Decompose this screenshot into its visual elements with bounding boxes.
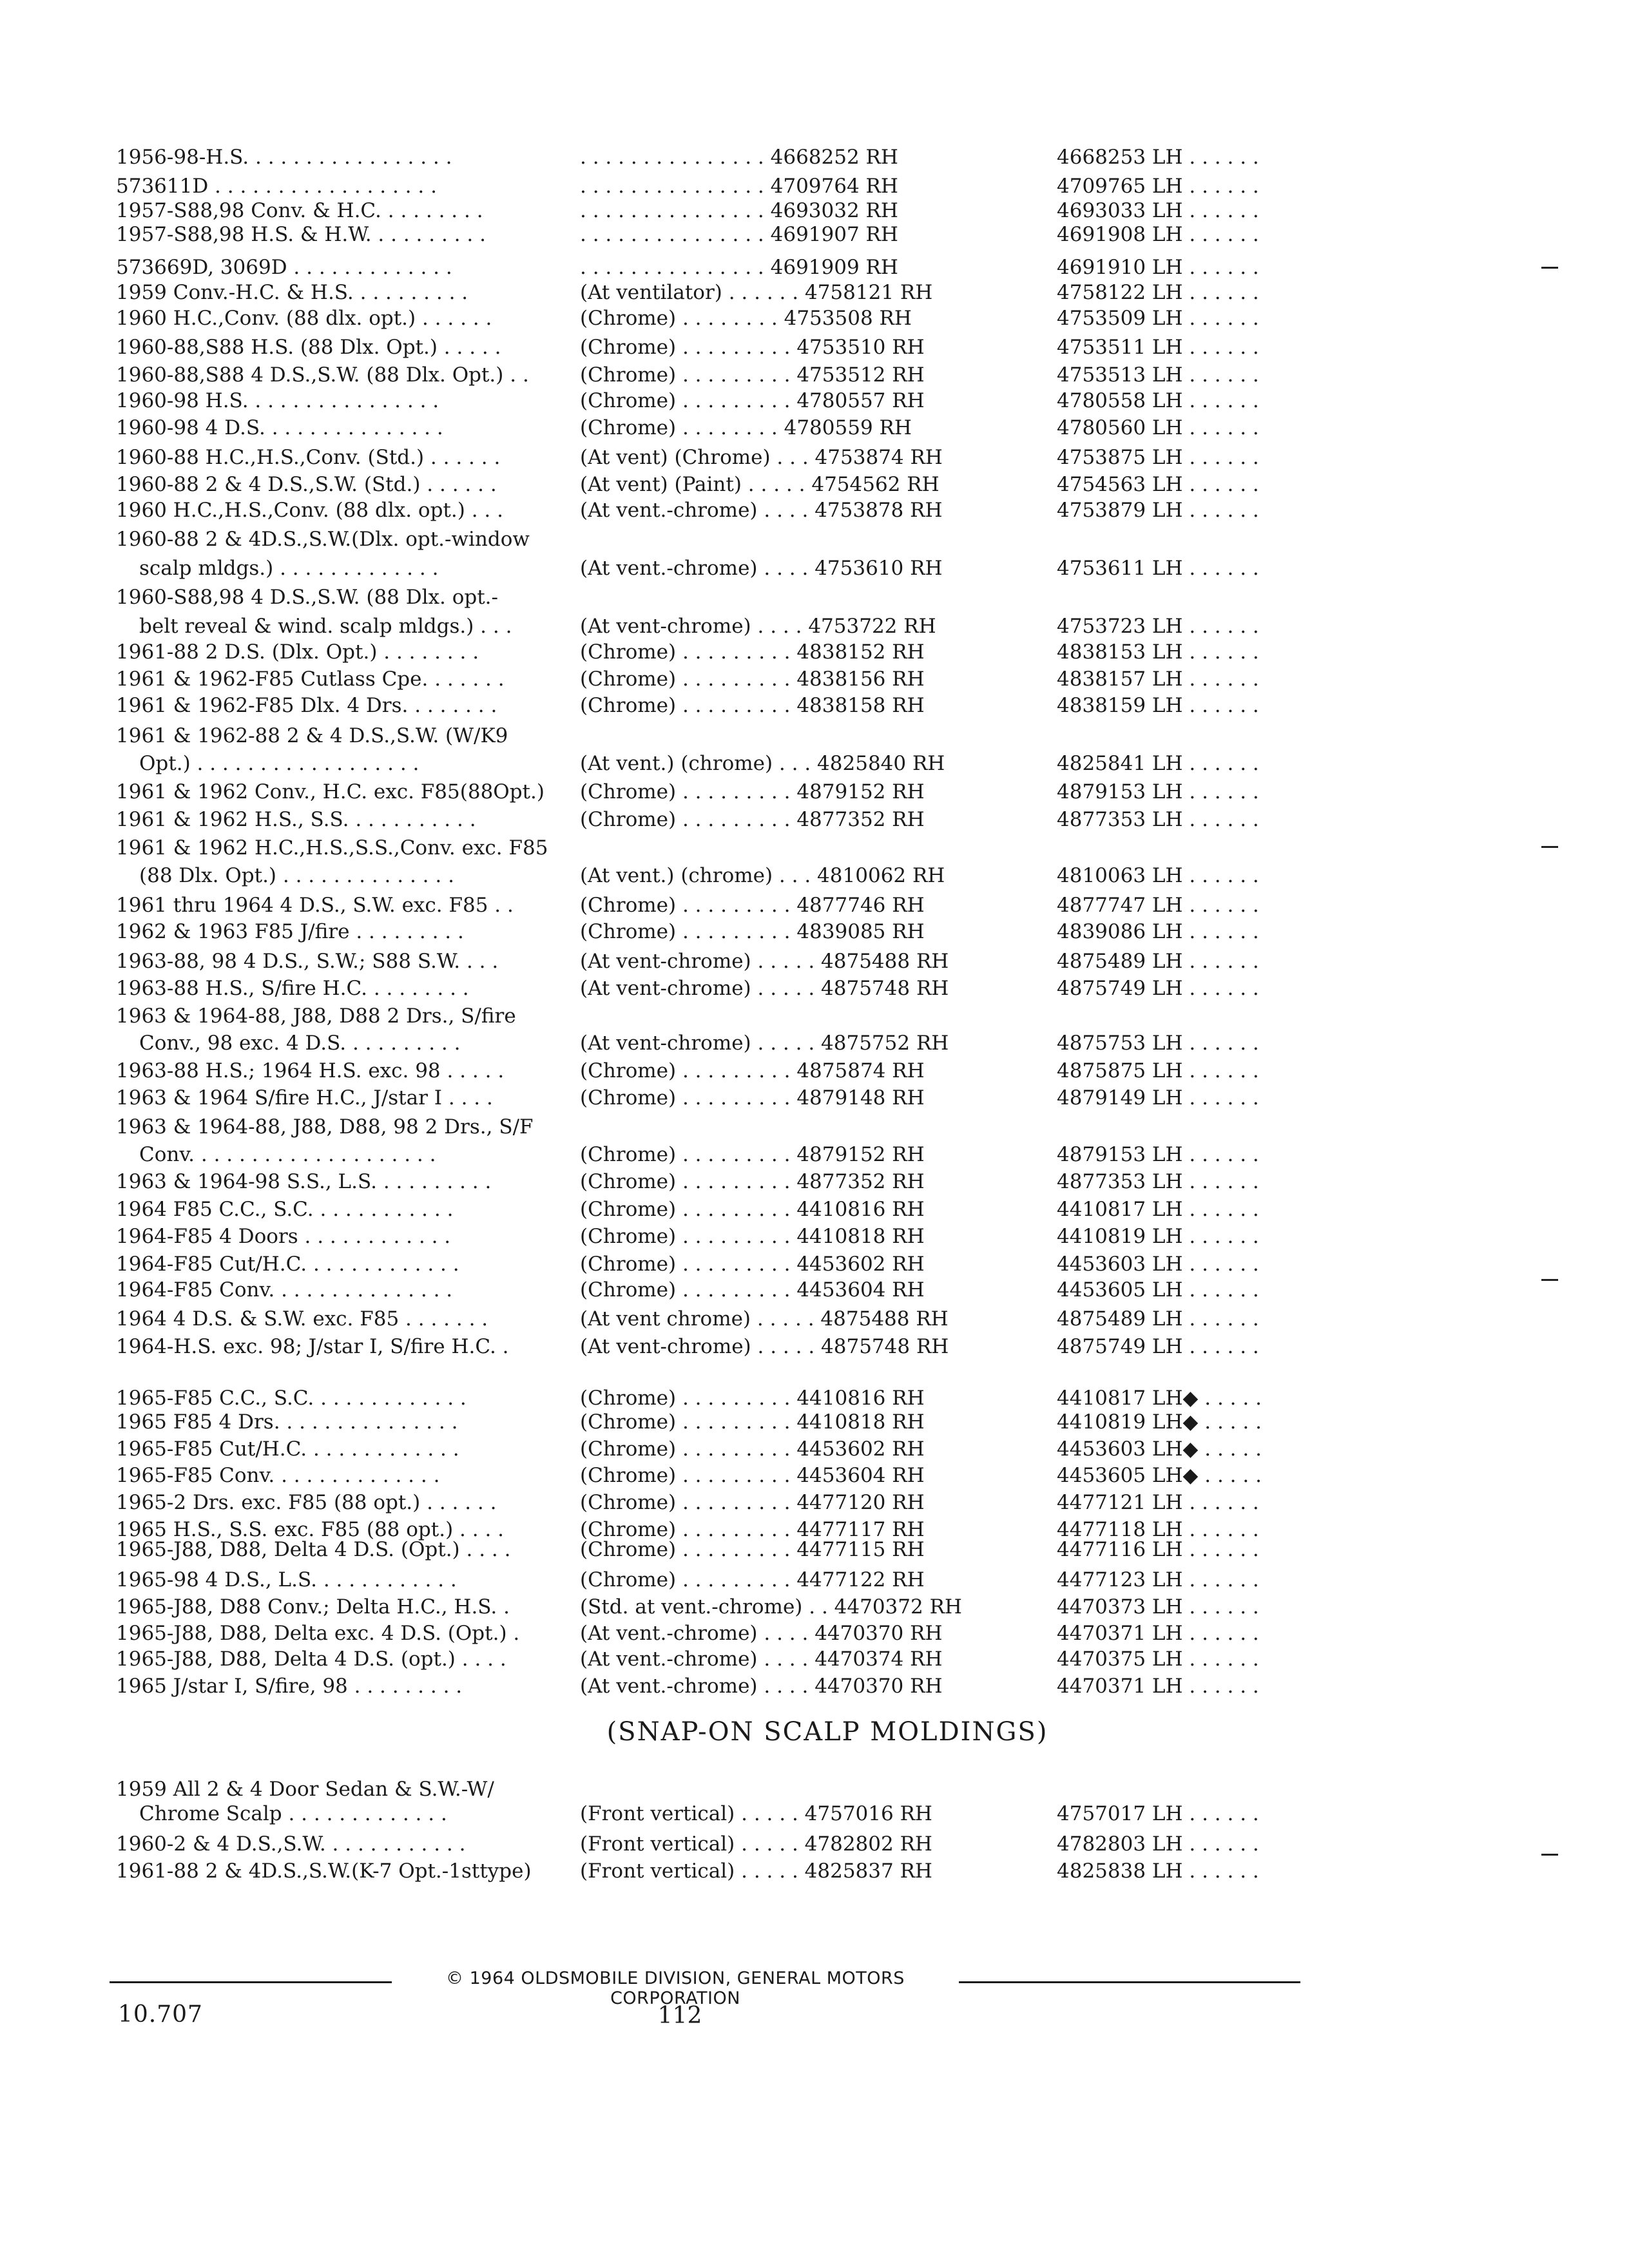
table-row: [0, 918, 1629, 946]
right-hand-part: (At vent.) (chrome) . . . 4810062 RH: [580, 864, 945, 887]
right-hand-part: (Chrome) . . . . . . . . . 4879152 RH: [580, 780, 925, 803]
right-hand-part: (At vent) (Paint) . . . . . 4754562 RH: [580, 473, 940, 496]
table-row: [0, 638, 1629, 666]
right-hand-part: . . . . . . . . . . . . . . . 4691909 RH: [580, 256, 898, 279]
model-description: 1964-F85 4 Doors . . . . . . . . . . . .: [116, 1225, 451, 1248]
section-heading: (SNAP-ON SCALP MOLDINGS): [606, 1717, 1048, 1747]
table-row: [0, 1084, 1629, 1112]
table-row: [0, 554, 1629, 582]
model-description: 1960-88 H.C.,H.S.,Conv. (Std.) . . . . . .: [116, 446, 501, 469]
model-description: 1960 H.C.,H.S.,Conv. (88 dlx. opt.) . . .: [116, 499, 503, 522]
table-row: [0, 583, 1629, 611]
model-description: Conv. . . . . . . . . . . . . . . . . . . .: [139, 1143, 436, 1166]
footer-rule-left: [110, 1981, 392, 1983]
table-row: [0, 1222, 1629, 1251]
right-hand-part: (Chrome) . . . . . . . . . 4838156 RH: [580, 668, 925, 691]
right-hand-part: (Chrome) . . . . . . . . . 4877352 RH: [580, 808, 925, 831]
left-hand-part: 4753513 LH . . . . . .: [1057, 363, 1259, 387]
table-row: [0, 778, 1629, 806]
table-row: [0, 1002, 1629, 1030]
left-hand-part: 4838157 LH . . . . . .: [1057, 668, 1259, 691]
model-description: 1963 & 1964-98 S.S., L.S. . . . . . . . . .: [116, 1170, 492, 1193]
left-hand-part: 4470371 LH . . . . . .: [1057, 1675, 1259, 1698]
right-hand-part: (Chrome) . . . . . . . . . 4780557 RH: [580, 389, 925, 412]
left-hand-part: 4453603 LH . . . . . .: [1057, 1253, 1259, 1276]
left-hand-part: 4825841 LH . . . . . .: [1057, 752, 1259, 775]
right-hand-part: (Chrome) . . . . . . . . . 4410818 RH: [580, 1410, 925, 1434]
table-row: [0, 1168, 1629, 1196]
right-hand-part: (Chrome) . . . . . . . . . 4753512 RH: [580, 363, 925, 387]
left-hand-part: 4410817 LH . . . . . .: [1057, 1198, 1259, 1221]
right-hand-part: (At vent-chrome) . . . . . 4875488 RH: [580, 950, 949, 973]
table-row: [0, 1645, 1629, 1673]
left-hand-part: 4879149 LH . . . . . .: [1057, 1086, 1259, 1110]
right-hand-part: (Chrome) . . . . . . . . . 4477120 RH: [580, 1491, 925, 1514]
left-hand-part: 4691908 LH . . . . . .: [1057, 223, 1259, 246]
model-description: 1960-S88,98 4 D.S.,S.W. (88 Dlx. opt.-: [116, 586, 499, 609]
right-hand-part: (Chrome) . . . . . . . . . 4477117 RH: [580, 1518, 925, 1541]
left-hand-part: 4410819 LH . . . . . .: [1057, 1225, 1259, 1248]
table-row: [0, 805, 1629, 834]
table-row: [0, 414, 1629, 442]
model-description: 1963-88 H.S., S/fire H.C. . . . . . . . .: [116, 977, 469, 1000]
left-hand-part: 4879153 LH . . . . . .: [1057, 1143, 1259, 1166]
right-hand-part: (Chrome) . . . . . . . . . 4453602 RH: [580, 1437, 925, 1461]
table-row: [0, 722, 1629, 750]
table-row: [0, 220, 1629, 249]
model-description: Chrome Scalp . . . . . . . . . . . . .: [139, 1802, 447, 1825]
right-hand-part: (Chrome) . . . . . . . . . 4838152 RH: [580, 640, 925, 664]
left-hand-part: 4875875 LH . . . . . .: [1057, 1059, 1259, 1082]
table-row: [0, 974, 1629, 1003]
left-hand-part: 4758122 LH . . . . . .: [1057, 281, 1259, 304]
model-description: 1961 & 1962-F85 Dlx. 4 Drs. . . . . . . .: [116, 694, 497, 717]
table-row: [0, 278, 1629, 307]
table-row: [0, 1029, 1629, 1057]
model-description: 1965-J88, D88 Conv.; Delta H.C., H.S. .: [116, 1595, 510, 1619]
table-row: [0, 1140, 1629, 1169]
table-row: [0, 691, 1629, 720]
model-description: 1965-F85 Cut/H.C. . . . . . . . . . . . .: [116, 1437, 459, 1461]
right-hand-part: . . . . . . . . . . . . . . . 4691907 RH: [580, 223, 898, 246]
model-description: 1961 & 1962-88 2 & 4 D.S.,S.W. (W/K9: [116, 724, 508, 747]
table-row: [0, 1672, 1629, 1700]
model-description: 573611D . . . . . . . . . . . . . . . . . .: [116, 175, 437, 198]
table-row: [0, 1800, 1629, 1828]
right-hand-part: (At vent.-chrome) . . . . 4470374 RH: [580, 1648, 943, 1671]
right-hand-part: (At vent.-chrome) . . . . 4470370 RH: [580, 1622, 943, 1645]
left-hand-part: 4410817 LH◆ . . . . .: [1057, 1387, 1262, 1410]
right-hand-part: (Chrome) . . . . . . . . . 4477115 RH: [580, 1538, 925, 1561]
left-hand-part: 4753611 LH . . . . . .: [1057, 557, 1259, 580]
table-row: [0, 1195, 1629, 1224]
table-row: [0, 470, 1629, 499]
table-row: [0, 304, 1629, 332]
model-description: 1961 & 1962 H.S., S.S. . . . . . . . . . .: [116, 808, 476, 831]
model-description: 1964-F85 Conv. . . . . . . . . . . . . . .: [116, 1278, 453, 1302]
margin-mark: [1541, 1279, 1558, 1281]
model-description: 1960-88 2 & 4D.S.,S.W.(Dlx. opt.-window: [116, 528, 530, 551]
right-hand-part: (At vent.-chrome) . . . . 4753878 RH: [580, 499, 943, 522]
left-hand-part: 4753509 LH . . . . . .: [1057, 307, 1259, 330]
model-description: 1964-F85 Cut/H.C. . . . . . . . . . . . .: [116, 1253, 459, 1276]
right-hand-part: (At ventilator) . . . . . . 4758121 RH: [580, 281, 933, 304]
table-row: [0, 834, 1629, 862]
right-hand-part: (Chrome) . . . . . . . . . 4753510 RH: [580, 336, 925, 359]
table-row: [0, 1113, 1629, 1141]
left-hand-part: 4753511 LH . . . . . .: [1057, 336, 1259, 359]
left-hand-part: 4477118 LH . . . . . .: [1057, 1518, 1259, 1541]
right-hand-part: . . . . . . . . . . . . . . . 4709764 RH: [580, 175, 898, 198]
right-hand-part: (Chrome) . . . . . . . . 4753508 RH: [580, 307, 912, 330]
right-hand-part: (Chrome) . . . . . . . . . 4877746 RH: [580, 894, 925, 917]
model-description: 1965-J88, D88, Delta exc. 4 D.S. (Opt.) .: [116, 1622, 520, 1645]
margin-mark: [1541, 1854, 1558, 1856]
table-row: [0, 361, 1629, 389]
right-hand-part: (Chrome) . . . . . . . . . 4410816 RH: [580, 1387, 925, 1410]
model-description: 1964-H.S. exc. 98; J/star I, S/fire H.C. .: [116, 1335, 509, 1358]
right-hand-part: (Chrome) . . . . . . . . . 4453604 RH: [580, 1278, 925, 1302]
model-description: 1960-88 2 & 4 D.S.,S.W. (Std.) . . . . . .: [116, 473, 497, 496]
table-row: [0, 665, 1629, 693]
right-hand-part: (At vent.) (chrome) . . . 4825840 RH: [580, 752, 945, 775]
left-hand-part: 4453605 LH◆ . . . . .: [1057, 1464, 1262, 1487]
model-description: 1965-J88, D88, Delta 4 D.S. (opt.) . . . .: [116, 1648, 506, 1671]
model-description: belt reveal & wind. scalp mldgs.) . . .: [139, 615, 512, 638]
model-description: 1961-88 2 & 4D.S.,S.W.(K-7 Opt.-1sttype): [116, 1860, 532, 1883]
left-hand-part: 4825838 LH . . . . . .: [1057, 1860, 1259, 1883]
table-row: [0, 1535, 1629, 1564]
left-hand-part: 4877353 LH . . . . . .: [1057, 1170, 1259, 1193]
table-row: [0, 1435, 1629, 1463]
table-row: [0, 253, 1629, 282]
right-hand-part: (Chrome) . . . . . . . . . 4839085 RH: [580, 920, 925, 943]
model-description: (88 Dlx. Opt.) . . . . . . . . . . . . . .: [139, 864, 454, 887]
model-description: 1961 & 1962 Conv., H.C. exc. F85(88Opt.): [116, 780, 545, 803]
left-hand-part: 4875749 LH . . . . . .: [1057, 977, 1259, 1000]
table-row: [0, 496, 1629, 524]
table-row: [0, 1250, 1629, 1278]
model-description: 1965-F85 C.C., S.C. . . . . . . . . . . . .: [116, 1387, 467, 1410]
left-hand-part: 4780560 LH . . . . . .: [1057, 416, 1259, 439]
left-hand-part: 4477116 LH . . . . . .: [1057, 1538, 1259, 1561]
model-description: 1962 & 1963 F85 J/fire . . . . . . . . .: [116, 920, 464, 943]
table-row: [0, 443, 1629, 472]
table-row: [0, 1276, 1629, 1304]
table-row: [0, 1408, 1629, 1436]
table-row: [0, 1593, 1629, 1621]
left-hand-part: 4753875 LH . . . . . .: [1057, 446, 1259, 469]
right-hand-part: (At vent chrome) . . . . . 4875488 RH: [580, 1307, 949, 1331]
left-hand-part: 4877353 LH . . . . . .: [1057, 808, 1259, 831]
left-hand-part: 4470371 LH . . . . . .: [1057, 1622, 1259, 1645]
left-hand-part: 4780558 LH . . . . . .: [1057, 389, 1259, 412]
model-description: 1965-98 4 D.S., L.S. . . . . . . . . . . .: [116, 1568, 457, 1591]
right-hand-part: . . . . . . . . . . . . . . . 4693032 RH: [580, 199, 898, 222]
right-hand-part: (Front vertical) . . . . . 4825837 RH: [580, 1860, 932, 1883]
table-row: [0, 1857, 1629, 1885]
left-hand-part: 4477123 LH . . . . . .: [1057, 1568, 1259, 1591]
right-hand-part: (Chrome) . . . . . . . . . 4879148 RH: [580, 1086, 925, 1110]
footer-rule-right: [959, 1981, 1300, 1983]
table-row: [0, 1057, 1629, 1085]
left-hand-part: 4753723 LH . . . . . .: [1057, 615, 1259, 638]
model-description: 1961-88 2 D.S. (Dlx. Opt.) . . . . . . . .: [116, 640, 479, 664]
table-row: [0, 861, 1629, 890]
model-description: 1961 & 1962 H.C.,H.S.,S.S.,Conv. exc. F85: [116, 836, 548, 860]
model-description: 1956-98-H.S. . . . . . . . . . . . . . . . .: [116, 146, 452, 169]
right-hand-part: (Chrome) . . . . . . . . . 4410818 RH: [580, 1225, 925, 1248]
right-hand-part: (Front vertical) . . . . . 4782802 RH: [580, 1832, 932, 1856]
right-hand-part: (Std. at vent.-chrome) . . 4470372 RH: [580, 1595, 962, 1619]
model-description: 573669D, 3069D . . . . . . . . . . . . .: [116, 256, 452, 279]
left-hand-part: 4875489 LH . . . . . .: [1057, 950, 1259, 973]
right-hand-part: (At vent.-chrome) . . . . 4470370 RH: [580, 1675, 943, 1698]
left-hand-part: 4838159 LH . . . . . .: [1057, 694, 1259, 717]
right-hand-part: (At vent-chrome) . . . . . 4875748 RH: [580, 1335, 949, 1358]
model-description: 1957-S88,98 Conv. & H.C. . . . . . . . .: [116, 199, 483, 222]
model-description: 1961 & 1962-F85 Cutlass Cpe. . . . . . .: [116, 668, 505, 691]
left-hand-part: 4470373 LH . . . . . .: [1057, 1595, 1259, 1619]
right-hand-part: . . . . . . . . . . . . . . . 4668252 RH: [580, 146, 898, 169]
right-hand-part: (At vent.-chrome) . . . . 4753610 RH: [580, 557, 943, 580]
model-description: 1961 thru 1964 4 D.S., S.W. exc. F85 . .: [116, 894, 514, 917]
left-hand-part: 4875489 LH . . . . . .: [1057, 1307, 1259, 1331]
model-description: 1959 All 2 & 4 Door Sedan & S.W.-W/: [116, 1778, 494, 1801]
right-hand-part: (At vent-chrome) . . . . . 4875748 RH: [580, 977, 949, 1000]
model-description: 1963-88, 98 4 D.S., S.W.; S88 S.W. . . .: [116, 950, 499, 973]
left-hand-part: 4754563 LH . . . . . .: [1057, 473, 1259, 496]
left-hand-part: 4838153 LH . . . . . .: [1057, 640, 1259, 664]
table-row: [0, 1305, 1629, 1333]
table-row: [0, 333, 1629, 361]
model-description: Opt.) . . . . . . . . . . . . . . . . . .: [139, 752, 419, 775]
model-description: 1965 J/star I, S/fire, 98 . . . . . . . . .: [116, 1675, 463, 1698]
right-hand-part: (Chrome) . . . . . . . . . 4877352 RH: [580, 1170, 925, 1193]
model-description: 1965-2 Drs. exc. F85 (88 opt.) . . . . . .: [116, 1491, 497, 1514]
page-number: 112: [657, 2003, 702, 2029]
left-hand-part: 4668253 LH . . . . . .: [1057, 146, 1259, 169]
left-hand-part: 4477121 LH . . . . . .: [1057, 1491, 1259, 1514]
model-description: 1965-F85 Conv. . . . . . . . . . . . . .: [116, 1464, 440, 1487]
model-description: 1963-88 H.S.; 1964 H.S. exc. 98 . . . . .: [116, 1059, 505, 1082]
model-description: 1963 & 1964-88, J88, D88 2 Drs., S/fire: [116, 1004, 516, 1028]
table-row: [0, 749, 1629, 778]
right-hand-part: (At vent) (Chrome) . . . 4753874 RH: [580, 446, 943, 469]
model-description: 1960-88,S88 H.S. (88 Dlx. Opt.) . . . . .: [116, 336, 501, 359]
right-hand-part: (Chrome) . . . . . . . . . 4453602 RH: [580, 1253, 925, 1276]
left-hand-part: 4410819 LH◆ . . . . .: [1057, 1410, 1262, 1434]
left-hand-part: 4453603 LH◆ . . . . .: [1057, 1437, 1262, 1461]
left-hand-part: 4470375 LH . . . . . .: [1057, 1648, 1259, 1671]
model-description: 1959 Conv.-H.C. & H.S. . . . . . . . . .: [116, 281, 468, 304]
table-row: [0, 143, 1629, 171]
left-hand-part: 4753879 LH . . . . . .: [1057, 499, 1259, 522]
model-description: 1965 H.S., S.S. exc. F85 (88 opt.) . . . .: [116, 1518, 505, 1541]
model-description: 1965 F85 4 Drs. . . . . . . . . . . . . . .: [116, 1410, 458, 1434]
table-row: [0, 387, 1629, 415]
table-row: [0, 1332, 1629, 1361]
model-description: 1960 H.C.,Conv. (88 dlx. opt.) . . . . . .: [116, 307, 492, 330]
model-description: 1963 & 1964 S/fire H.C., J/star I . . . .: [116, 1086, 493, 1110]
left-hand-part: 4691910 LH . . . . . .: [1057, 256, 1259, 279]
left-hand-part: 4709765 LH . . . . . .: [1057, 175, 1259, 198]
model-description: 1964 4 D.S. & S.W. exc. F85 . . . . . . .: [116, 1307, 488, 1331]
left-hand-part: 4757017 LH . . . . . .: [1057, 1802, 1259, 1825]
left-hand-part: 4877747 LH . . . . . .: [1057, 894, 1259, 917]
left-hand-part: 4839086 LH . . . . . .: [1057, 920, 1259, 943]
right-hand-part: (Chrome) . . . . . . . . . 4838158 RH: [580, 694, 925, 717]
table-row: [0, 1566, 1629, 1594]
table-row: [0, 1461, 1629, 1490]
model-description: 1965-J88, D88, Delta 4 D.S. (Opt.) . . . .: [116, 1538, 511, 1561]
table-row: [0, 612, 1629, 640]
document-number: 10.707: [118, 2001, 203, 2028]
model-description: 1960-88,S88 4 D.S.,S.W. (88 Dlx. Opt.) . .: [116, 363, 529, 387]
right-hand-part: (Chrome) . . . . . . . . . 4453604 RH: [580, 1464, 925, 1487]
table-row: [0, 1619, 1629, 1648]
left-hand-part: 4693033 LH . . . . . .: [1057, 199, 1259, 222]
right-hand-part: (At vent-chrome) . . . . . 4875752 RH: [580, 1032, 949, 1055]
right-hand-part: (Chrome) . . . . . . . . . 4410816 RH: [580, 1198, 925, 1221]
left-hand-part: 4875749 LH . . . . . .: [1057, 1335, 1259, 1358]
left-hand-part: 4782803 LH . . . . . .: [1057, 1832, 1259, 1856]
table-row: [0, 947, 1629, 975]
right-hand-part: (Chrome) . . . . . . . . . 4875874 RH: [580, 1059, 925, 1082]
left-hand-part: 4875753 LH . . . . . .: [1057, 1032, 1259, 1055]
model-description: Conv., 98 exc. 4 D.S. . . . . . . . . .: [139, 1032, 461, 1055]
model-description: 1960-98 H.S. . . . . . . . . . . . . . . .: [116, 389, 439, 412]
right-hand-part: (Front vertical) . . . . . 4757016 RH: [580, 1802, 932, 1825]
margin-mark: [1541, 267, 1558, 269]
model-description: scalp mldgs.) . . . . . . . . . . . . .: [139, 557, 439, 580]
model-description: 1964 F85 C.C., S.C. . . . . . . . . . . .: [116, 1198, 454, 1221]
right-hand-part: (Chrome) . . . . . . . . . 4879152 RH: [580, 1143, 925, 1166]
model-description: 1957-S88,98 H.S. & H.W. . . . . . . . . .: [116, 223, 486, 246]
copyright-notice: © 1964 OLDSMOBILE DIVISION, GENERAL MOTORS CORPORATION: [446, 1968, 905, 2008]
table-row: [0, 525, 1629, 553]
left-hand-part: 4453605 LH . . . . . .: [1057, 1278, 1259, 1302]
model-description: 1960-2 & 4 D.S.,S.W. . . . . . . . . . . .: [116, 1832, 466, 1856]
table-row: [0, 891, 1629, 919]
left-hand-part: 4879153 LH . . . . . .: [1057, 780, 1259, 803]
model-description: 1963 & 1964-88, J88, D88, 98 2 Drs., S/F: [116, 1115, 534, 1139]
table-row: [0, 1830, 1629, 1858]
model-description: 1960-98 4 D.S. . . . . . . . . . . . . . .: [116, 416, 443, 439]
left-hand-part: 4810063 LH . . . . . .: [1057, 864, 1259, 887]
right-hand-part: (At vent-chrome) . . . . 4753722 RH: [580, 615, 936, 638]
margin-mark: [1541, 846, 1558, 848]
right-hand-part: (Chrome) . . . . . . . . 4780559 RH: [580, 416, 912, 439]
right-hand-part: (Chrome) . . . . . . . . . 4477122 RH: [580, 1568, 925, 1591]
table-row: [0, 1488, 1629, 1517]
